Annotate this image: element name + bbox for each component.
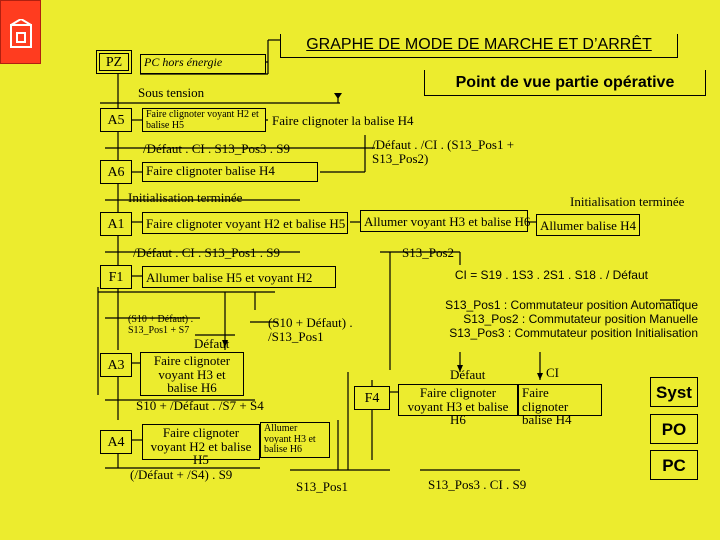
action-a1-2 bbox=[360, 210, 531, 232]
title-text: GRAPHE DE MODE DE MARCHE ET D’ARRÊT bbox=[306, 36, 652, 53]
action-a1 bbox=[142, 212, 348, 234]
action-a3-label: Faire clignoter voyant H3 et balise H6 bbox=[153, 353, 231, 396]
action-a5-1 bbox=[142, 108, 266, 132]
legend-pos3: S13_Pos3 : Commutateur position Initialisation bbox=[449, 326, 698, 340]
pc-button[interactable]: PC bbox=[650, 450, 698, 480]
action-a3 bbox=[140, 352, 244, 396]
action-f4-1-label: Faire clignoter voyant H3 et balise H6 bbox=[407, 385, 509, 428]
transition-defaut-ci-pos1-pos2: /Défaut . /CI . (S13_Pos1 + S13_Pos2) bbox=[372, 137, 515, 167]
step-a3-label: A3 bbox=[107, 358, 125, 373]
action-pz bbox=[140, 54, 266, 74]
step-a1-label: A1 bbox=[107, 217, 125, 232]
step-f4 bbox=[354, 386, 390, 410]
step-f1 bbox=[100, 265, 132, 289]
transition-defaut-a3: Défaut bbox=[194, 336, 230, 351]
subtitle bbox=[424, 70, 706, 96]
po-button[interactable]: PO bbox=[650, 414, 698, 444]
action-f1-label: Allumer balise H5 et voyant H2 bbox=[146, 270, 313, 285]
action-a1-3 bbox=[536, 214, 640, 236]
step-a5 bbox=[100, 108, 132, 132]
transition-defaut-s4-s9: (/Défaut + /S4) . S9 bbox=[130, 467, 233, 482]
action-a4 bbox=[142, 424, 260, 468]
step-a1 bbox=[100, 212, 132, 236]
action-f1 bbox=[142, 266, 336, 288]
transition-s10-defaut-s7-s4: S10 + /Défaut . /S7 + S4 bbox=[136, 398, 264, 413]
transition-init-terminee-right: Initialisation terminée bbox=[570, 194, 685, 209]
action-f4-2-label: Faire clignoter balise H4 bbox=[522, 385, 572, 428]
legend-pos2: S13_Pos2 : Commutateur position Manuelle bbox=[463, 312, 698, 326]
transition-s13-pos2: S13_Pos2 bbox=[402, 245, 455, 260]
transition-defaut-ci-pos3-s9: /Défaut . CI . S13_Pos3 . S9 bbox=[143, 141, 290, 156]
action-a1-3-label: Allumer balise H4 bbox=[540, 218, 637, 233]
step-a6-label: A6 bbox=[107, 165, 125, 180]
transition-init-terminee-left: Initialisation terminée bbox=[128, 190, 243, 205]
step-a4 bbox=[100, 430, 132, 454]
legend-ci-def: CI = S19 . 1S3 . 2S1 . S18 . / Défaut bbox=[454, 268, 648, 282]
transition-sous-tension: Sous tension bbox=[138, 85, 205, 100]
syst-button[interactable]: Syst bbox=[650, 377, 698, 407]
action-a4-2-label: Allumer voyant H3 et balise H6 bbox=[264, 423, 316, 455]
page-title bbox=[280, 34, 678, 58]
action-a4-2 bbox=[260, 422, 330, 458]
step-a4-label: A4 bbox=[107, 435, 125, 450]
step-f1-label: F1 bbox=[108, 270, 124, 285]
subtitle-text: Point de vue partie opérative bbox=[455, 74, 675, 91]
step-a6 bbox=[100, 160, 132, 184]
action-a6 bbox=[142, 162, 318, 182]
step-a5-label: A5 bbox=[107, 113, 125, 128]
transition-defaut-ci-pos1-s9: /Défaut . CI . S13_Pos1 . S9 bbox=[133, 245, 280, 260]
step-pz-label: PZ bbox=[105, 55, 123, 70]
action-pz-label: PC hors énergie bbox=[144, 55, 223, 69]
action-f4-2 bbox=[518, 384, 602, 428]
transition-s13-pos1: S13_Pos1 bbox=[296, 479, 349, 494]
step-f4-label: F4 bbox=[364, 391, 380, 406]
action-a1-2-label: Allumer voyant H3 et balise H6 bbox=[364, 214, 531, 229]
step-a3 bbox=[100, 353, 132, 377]
action-a5-1-label: Faire clignoter voyant H2 et balise H5 bbox=[146, 109, 259, 131]
action-a4-label: Faire clignoter voyant H2 et balise H5 bbox=[150, 425, 252, 468]
transition-defaut-f4: Défaut bbox=[450, 367, 486, 382]
transition-s10-defaut-pos1: (S10 + Défaut) . /S13_Pos1 bbox=[268, 315, 353, 345]
action-a5-2: Faire clignoter la balise H4 bbox=[272, 113, 414, 128]
action-a6-label: Faire clignoter balise H4 bbox=[146, 163, 275, 178]
transition-ci: CI bbox=[546, 365, 559, 380]
transition-s10-defaut-pos1-s7: (S10 + Défaut) . S13_Pos1 + S7 bbox=[128, 314, 194, 336]
action-f4-1 bbox=[398, 384, 518, 428]
transition-s13-pos3-ci-s9: S13_Pos3 . CI . S9 bbox=[428, 477, 527, 492]
legend-pos1: S13_Pos1 : Commutateur position Automatique bbox=[445, 298, 698, 312]
step-pz bbox=[96, 50, 132, 74]
action-a1-label: Faire clignoter voyant H2 et balise H5 bbox=[146, 216, 346, 231]
